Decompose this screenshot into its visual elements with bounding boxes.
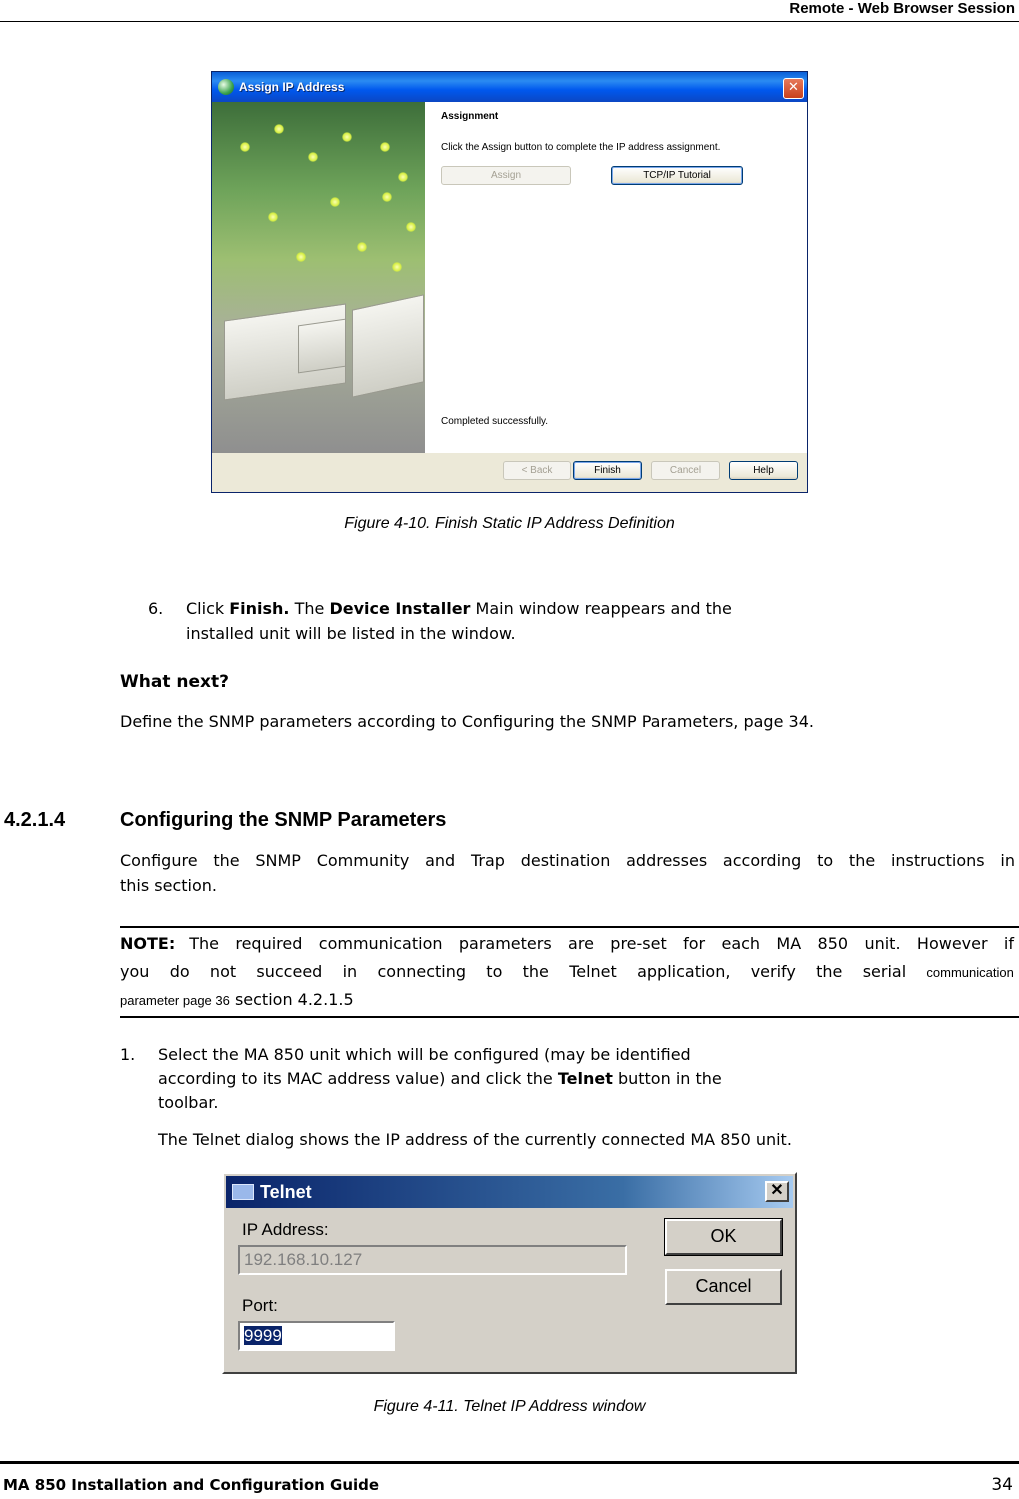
note-word: Telnet: [569, 962, 617, 981]
note-word: verify: [750, 962, 796, 981]
ip-address-label: IP Address:: [242, 1220, 329, 1239]
step-6-line-2: installed unit will be listed in the window.: [186, 624, 516, 643]
step-6-number: 6.: [148, 599, 164, 618]
assign-ip-title: Assign IP Address: [239, 80, 345, 94]
note-word: serial: [862, 962, 907, 981]
note-communication-link[interactable]: communication: [926, 965, 1014, 980]
what-next-text: Define the SNMP parameters according to Configuring the SNMP Parameters, page 34.: [120, 712, 814, 731]
step-1-line-2-pre: according to its MAC address value) and click the: [158, 1069, 553, 1088]
note-parameter-link[interactable]: parameter page 36: [120, 993, 230, 1008]
page-header: [0, 0, 1019, 22]
step-6-finish: Finish.: [229, 599, 290, 618]
step-1-line-2: [158, 1067, 722, 1091]
note-word: the: [816, 962, 843, 981]
step-6-the: The: [294, 599, 325, 618]
finish-button[interactable]: Finish: [573, 461, 642, 480]
fiber-light: [268, 212, 278, 222]
fiber-light: [406, 222, 416, 232]
fiber-light: [296, 252, 306, 262]
assignment-heading: Assignment: [441, 111, 499, 122]
note-word: the: [522, 962, 549, 981]
figure-4-10-caption: Figure 4-10. Finish Static IP Address Definition: [344, 515, 675, 532]
assignment-status: Completed successfully.: [441, 416, 549, 427]
device-unit: [298, 319, 346, 374]
fiber-light: [398, 172, 408, 182]
note-text-1: The required communication parameters are pre-set for each MA 850 unit. However if: [189, 934, 1014, 953]
telnet-dialog: [222, 1172, 797, 1374]
step-6-line-1: [186, 597, 732, 621]
note-word: in: [342, 962, 358, 981]
assign-ip-dialog: [211, 71, 808, 493]
assignment-instruction: Click the Assign button to complete the IP address assignment.: [441, 142, 721, 153]
fiber-light: [357, 242, 367, 252]
fiber-light: [392, 262, 402, 272]
port-field[interactable]: [238, 1321, 395, 1351]
fiber-light: [330, 197, 340, 207]
ip-address-field[interactable]: 192.168.10.127: [238, 1245, 627, 1275]
what-next-heading: What next?: [120, 672, 229, 692]
telnet-titlebar[interactable]: [226, 1176, 793, 1208]
cancel-button[interactable]: Cancel: [651, 461, 720, 480]
fiber-light: [382, 192, 392, 202]
note-section-ref: section 4.2.1.5: [234, 990, 354, 1009]
note-label: NOTE:: [120, 934, 176, 953]
header-title: Remote - Web Browser Session: [789, 0, 1015, 17]
port-value: 9999: [244, 1326, 282, 1345]
telnet-title: Telnet: [260, 1182, 312, 1202]
step-1-line-2-post: button in the: [617, 1069, 722, 1088]
note-line-1: [120, 934, 1014, 953]
step-1-line-1: Select the MA 850 unit which will be configured (may be identified: [158, 1045, 691, 1064]
note-word: you: [120, 962, 150, 981]
ok-button[interactable]: OK: [665, 1219, 782, 1255]
note-word: to: [486, 962, 503, 981]
section-number: 4.2.1.4: [4, 809, 66, 831]
note-word: connecting: [377, 962, 467, 981]
close-icon[interactable]: ✕: [783, 78, 804, 99]
close-icon[interactable]: ✕: [765, 1181, 789, 1202]
back-button[interactable]: < Back: [503, 461, 571, 480]
page-footer: [0, 1461, 1019, 1499]
note-box: [120, 926, 1019, 1018]
footer-title: MA 850 Installation and Configuration Guide: [3, 1476, 380, 1494]
note-word: application,: [637, 962, 731, 981]
step-1-number: 1.: [120, 1045, 136, 1064]
help-button[interactable]: Help: [729, 461, 798, 480]
fiber-optic-illustration: [212, 102, 425, 453]
figure-4-11-caption: Figure 4-11. Telnet IP Address window: [373, 1398, 646, 1415]
note-line-2: [120, 962, 1014, 984]
section-title: Configuring the SNMP Parameters: [120, 809, 447, 831]
page-number: 34: [991, 1475, 1013, 1495]
step-1-telnet: Telnet: [557, 1069, 613, 1088]
fiber-light: [308, 152, 318, 162]
section-intro-line-2: this section.: [120, 876, 217, 895]
note-line-3: [120, 990, 354, 1009]
step-1-follow: The Telnet dialog shows the IP address of the currently connected MA 850 unit.: [158, 1130, 792, 1149]
note-word: succeed: [256, 962, 323, 981]
note-word: not: [209, 962, 237, 981]
step-1-line-3: toolbar.: [158, 1093, 219, 1112]
step-6-rest: Main window reappears and the: [475, 599, 732, 618]
fiber-light: [380, 142, 390, 152]
note-word: do: [169, 962, 190, 981]
tcpip-tutorial-button[interactable]: TCP/IP Tutorial: [611, 166, 743, 185]
fiber-light: [274, 124, 284, 134]
keyboard-icon: [232, 1184, 254, 1200]
fiber-light: [240, 142, 250, 152]
step-6-click: Click: [186, 599, 225, 618]
assign-ip-content: [425, 102, 807, 453]
section-intro-line-1: Configure the SNMP Community and Trap destination addresses according to the instructions in: [120, 851, 1015, 870]
port-label: Port:: [242, 1296, 278, 1315]
device-unit: [352, 294, 424, 397]
assign-ip-titlebar[interactable]: [212, 72, 807, 102]
step-6-device-installer: Device Installer: [329, 599, 471, 618]
cancel-button[interactable]: Cancel: [665, 1269, 782, 1305]
assign-button[interactable]: Assign: [441, 166, 571, 185]
globe-app-icon: [218, 79, 234, 95]
fiber-light: [342, 132, 352, 142]
